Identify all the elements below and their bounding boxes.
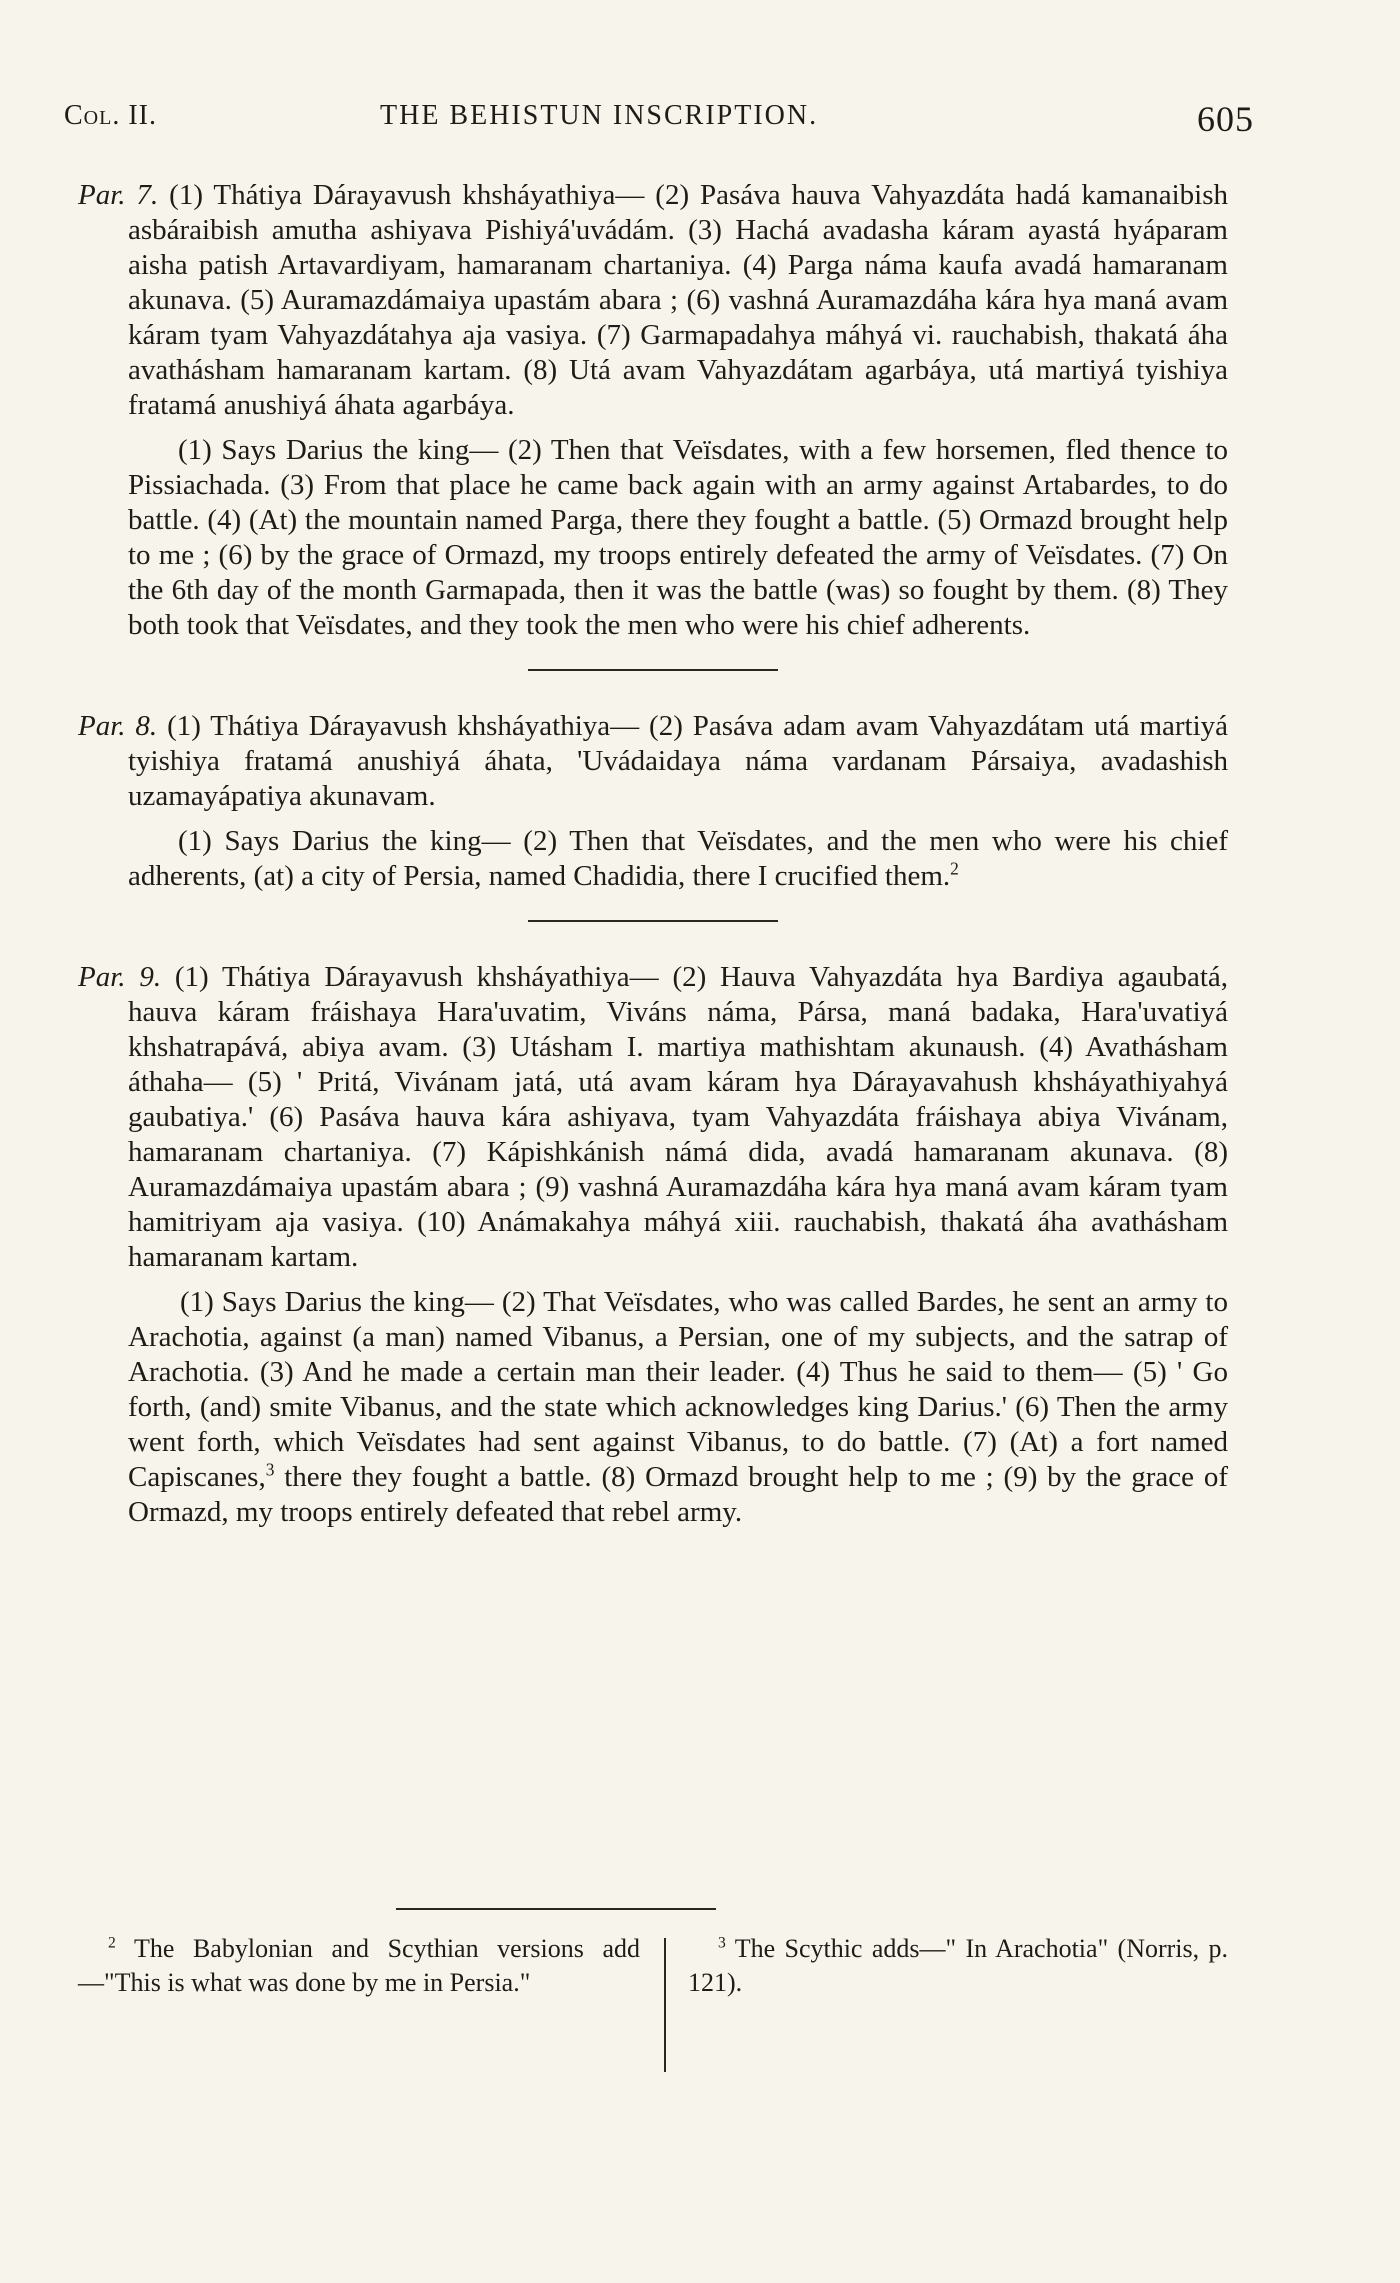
par7-original: [78, 178, 1228, 423]
par8-label: Par. 8.: [78, 710, 158, 742]
footnote-2: [78, 1932, 640, 2000]
par9-label: Par. 9.: [78, 961, 162, 993]
footnote-ref-3: 3: [265, 1459, 275, 1480]
par9-original-text: (1) Thátiya Dárayavush khsháyathiya— (2) Hauva Vahyazdáta hya Bardiya agaubatá, hauva káram fráishaya Hara'uvatim, Viváns náma, Pársa, maná badaka, Hara'uvatiyá khshatrapává, abiya avam. (3) Utásham I. martiya mathishtam akunaush. (4) Avathásham áthaha— (5) ' Pritá, Vivánam jatá, utá avam káram hya Dárayavahush khsháyathiyahyá gaubatiya.' (6) Pasáva hauva kára ashiyava, tyam Vahyazdáta fráishaya abiya Vivánam, hamaranam chartaniya. (7) Kápishkánish námá dida, avadá hamaranam akunava. (8) Auramazdámaiya upastám abara ; (9) vashná Auramazdáha kára hya maná avam káram tyam hamitriyam aja vasiya. (10) Anámakahya máhyá xiii. rauchabish, thakatá áha avathásham hamaranam kartam.: [128, 961, 1228, 1273]
column-label: Col. II.: [64, 100, 157, 131]
par8-original-text: (1) Thátiya Dárayavush khsháyathiya— (2) Pasáva adam avam Vahyazdátam utá martiyá tyishiya fratamá anushiyá áhata, 'Uvádaidaya náma vardanam Pársaiya, avadashish uzamayápatiya akunavam.: [128, 710, 1229, 812]
footnote-mark-3: 3: [718, 1934, 726, 1952]
footnote-rule: [396, 1908, 716, 1910]
page-title: THE BEHISTUN INSCRIPTION.: [380, 100, 819, 131]
footnote-mark-2: 2: [108, 1934, 116, 1952]
section-divider: [528, 669, 778, 671]
section-divider: [528, 920, 778, 922]
par8-original: [78, 709, 1228, 814]
par7-original-text: (1) Thátiya Dárayavush khsháyathiya— (2) Pasáva hauva Vahyazdáta hadá kamanaibish asbáraibish amutha ashiyava Pishiyá'uvádám. (3) Hachá avadasha káram ayastá hyáparam aisha patish Artavardiyam, hamaranam chartaniya. (4) Parga náma kaufa avadá hamaranam akunava. (5) Auramazdámaiya upastám abara ; (6) vashná Auramazdáha kára hya maná avam káram tyam Vahyazdátahya aja vasiya. (7) Garmapadahya máhyá vi. rauchabish, thakatá áha avathásham hamaranam kartam. (8) Utá avam Vahyazdátam agarbáya, utá martiyá tyishiya fratamá anushiyá áhata agarbáya.: [128, 179, 1228, 421]
paragraph-9: [78, 960, 1228, 1530]
footnote-ref-2: 2: [950, 858, 959, 879]
running-header: [64, 100, 1254, 150]
par9-translation-text-b: there they fought a battle. (8) Ormazd brought help to me ; (9) by the grace of Ormazd, my troops entirely defeated that rebel army.: [128, 1461, 1228, 1528]
footnote-3: [688, 1932, 1228, 2000]
par7-label: Par. 7.: [78, 179, 159, 211]
par8-translation-text: (1) Says Darius the king— (2) Then that Veïsdates, and the men who were his chief adherents, (at) a city of Persia, named Chadidia, there I crucified them.: [128, 825, 1228, 892]
paragraph-8: [78, 709, 1228, 894]
footnote-3-text: The Scythic adds—" In Arachotia" (Norris, p. 121).: [688, 1934, 1228, 1997]
main-text: [78, 178, 1228, 1530]
footnote-column-divider: [664, 1938, 666, 2072]
page-number: 605: [1197, 99, 1254, 139]
par9-translation: [78, 1285, 1228, 1530]
footnote-2-text: The Babylonian and Scythian versions add—"This is what was done by me in Persia.": [78, 1934, 640, 1997]
paragraph-7: [78, 178, 1228, 643]
par8-translation: [78, 824, 1228, 894]
par7-translation: (1) Says Darius the king— (2) Then that Veïsdates, with a few horsemen, fled thence to Pissiachada. (3) From that place he came back again with an army against Artabardes, to do battle. (4) (At) the mountain named Parga, there they fought a battle. (5) Ormazd brought help to me ; (6) by the grace of Ormazd, my troops entirely defeated the army of Veïsdates. (7) On the 6th day of the month Garmapada, then it was the battle (was) so fought by them. (8) They both took that Veïsdates, and they took the men who were his chief adherents.: [128, 434, 1228, 641]
par9-original: [78, 960, 1228, 1275]
par9-translation-text-a: (1) Says Darius the king— (2) That Veïsdates, who was called Bardes, he sent an army to Arachotia, against (a man) named Vibanus, a Persian, one of my subjects, and the satrap of Arachotia. (3) And he made a certain man their leader. (4) Thus he said to them— (5) ' Go forth, (and) smite Vibanus, and the state which acknowledges king Darius.' (6) Then the army went forth, which Veïsdates had sent against Vibanus, to do battle. (7) (At) a fort named Capiscanes,: [128, 1286, 1228, 1493]
